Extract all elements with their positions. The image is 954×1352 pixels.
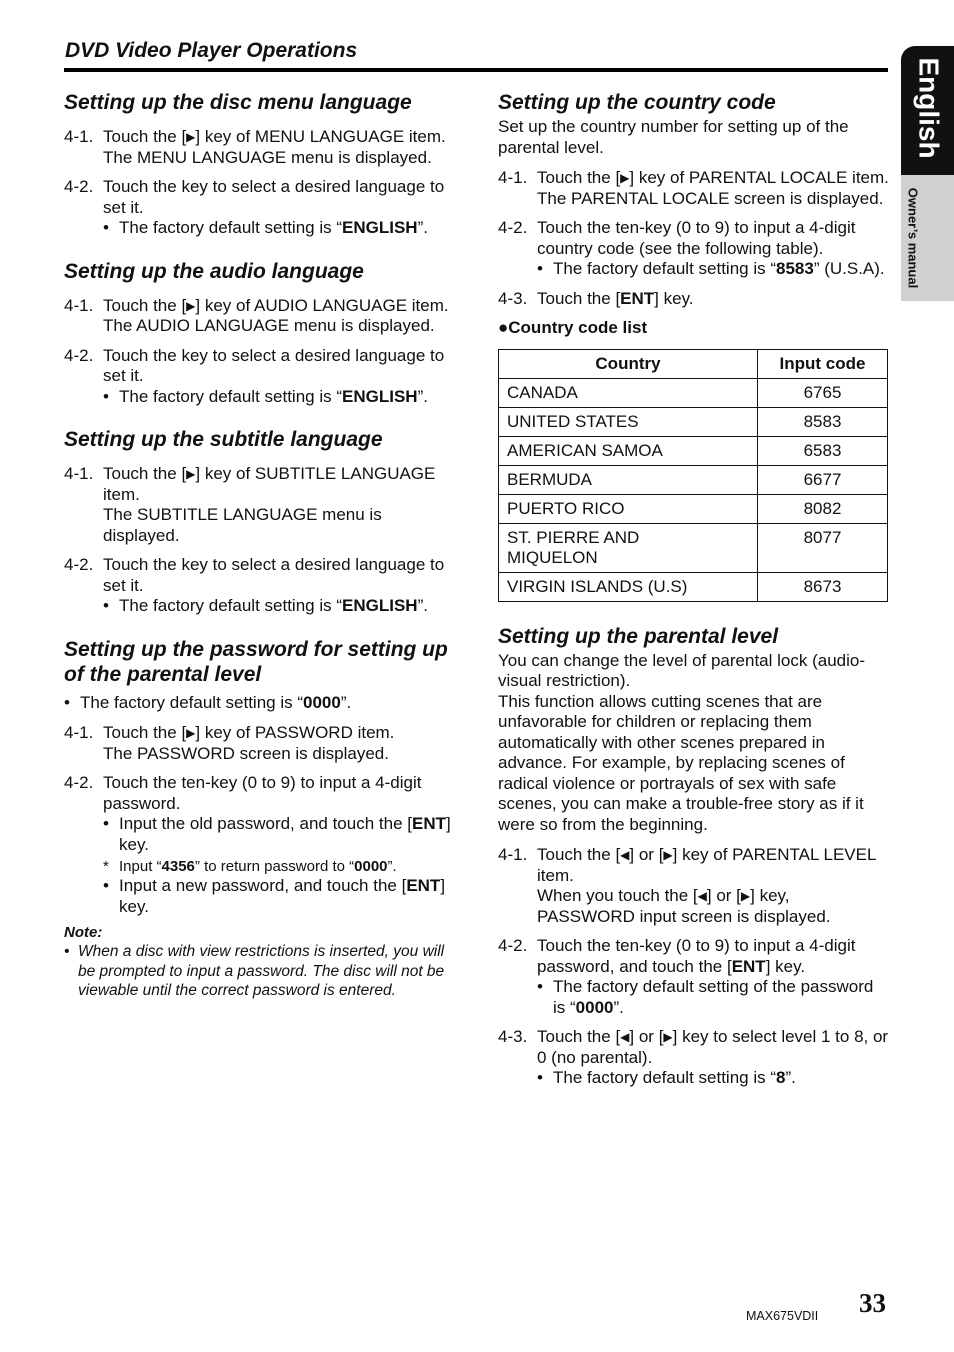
step: [498, 936, 890, 1018]
header-rule: [64, 68, 888, 72]
step-text: Touch the [: [537, 845, 621, 864]
right-column: [498, 90, 890, 1109]
bullet-text: Input the old password, and touch the [: [119, 814, 412, 833]
step: [64, 773, 456, 917]
step-text: Touch the ten-key (0 to 9) to input a 4-digit password.: [103, 773, 422, 813]
step-number: 4-3.: [498, 288, 528, 308]
key-name: ENT: [406, 876, 441, 895]
step-number: 4-1.: [64, 723, 94, 742]
country-cell: CANADA: [499, 378, 758, 407]
step: [64, 723, 456, 764]
default-text: The factory default setting of the password is “: [553, 977, 874, 1017]
asterisk-icon: *: [103, 858, 109, 875]
step-text: Touch the key to select a desired language to set it.: [103, 555, 445, 595]
model-number: MAX675VDII: [746, 1309, 819, 1323]
step: [64, 346, 456, 408]
step-number: 4-2.: [498, 218, 528, 237]
step-text: Touch the key to select a desired language to set it.: [103, 177, 445, 217]
left-column: [64, 90, 456, 1021]
default-note: [537, 1068, 890, 1089]
table-header-row: [499, 349, 888, 378]
default-note: [103, 596, 456, 617]
country-cell: VIRGIN ISLANDS (U.S): [499, 572, 758, 601]
step-text: Touch the [: [103, 723, 187, 742]
code-cell: 8673: [758, 572, 888, 601]
step: [64, 177, 456, 239]
default-text: The factory default setting is “: [80, 692, 303, 712]
page-number: 33: [859, 1288, 886, 1318]
result-text: When you touch the [: [537, 886, 698, 905]
country-intro: Set up the country number for setting up of the parental level.: [498, 117, 849, 157]
step-text: ] key of AUDIO LANGUAGE item.: [195, 295, 449, 315]
note-value: 4356: [161, 858, 195, 875]
step: [64, 127, 456, 168]
step: [498, 1027, 890, 1089]
code-cell: 8583: [758, 407, 888, 436]
password-section: [64, 637, 456, 1001]
table-row: [499, 378, 888, 407]
default-text: ” (U.S.A).: [813, 259, 885, 278]
country-cell: ST. PIERRE AND MIQUELON: [499, 523, 758, 572]
step-text: Touch the [: [537, 288, 621, 308]
step-result: [537, 886, 890, 927]
default-value: 8583: [776, 259, 814, 278]
step-number: 4-2.: [64, 555, 94, 574]
key-name: ENT: [620, 288, 655, 308]
key-name: ENT: [411, 814, 446, 833]
default-value: 0000: [303, 692, 341, 712]
right-arrow-icon: ▶: [186, 130, 196, 144]
table-row: [499, 407, 888, 436]
key-name: ENT: [731, 956, 766, 976]
step-text: Touch the [: [103, 127, 187, 146]
country-cell: AMERICAN SAMOA: [499, 436, 758, 465]
step-number: 4-2.: [64, 773, 94, 792]
parental-description: This function allows cutting scenes that are unfavorable for children or replacing them automatically with other scenes prepared in advance. For example, by replacing scenes of radical violence or portrayals of sex with safe scenes, you can make a trouble-free story as if it were so from the beginning.: [498, 691, 864, 834]
bullet-text: ] key.: [119, 814, 451, 854]
step-text: ] key.: [765, 956, 806, 976]
right-arrow-icon: ▶: [186, 298, 196, 313]
step-number: 4-1.: [498, 845, 528, 864]
result-text: ] or [: [706, 886, 741, 905]
code-cell: 8082: [758, 494, 888, 523]
step-text: Touch the [: [537, 168, 621, 187]
right-arrow-icon: ▶: [186, 467, 196, 481]
step-number: 4-3.: [498, 1027, 528, 1046]
parental-intro: You can change the level of parental lock (audio-visual restriction).: [498, 650, 866, 690]
default-text: ”.: [785, 1068, 796, 1087]
table-row: [499, 436, 888, 465]
country-cell: BERMUDA: [499, 465, 758, 494]
section-header: DVD Video Player Operations: [65, 39, 358, 62]
audio-section: [64, 259, 456, 408]
table-row: [499, 494, 888, 523]
table-row: [499, 523, 888, 572]
step-text: ] key to select level 1 to 8, or 0 (no parental).: [537, 1027, 889, 1067]
bullet-icon: •: [103, 386, 109, 406]
default-value: 8: [776, 1068, 786, 1087]
step-number: 4-1.: [498, 168, 528, 187]
default-value: ENGLISH: [342, 596, 418, 615]
step-text: ] key.: [654, 288, 694, 308]
step-text: Touch the [: [103, 464, 187, 483]
right-arrow-icon: ▶: [740, 889, 751, 903]
step-result: The MENU LANGUAGE menu is displayed.: [103, 147, 432, 167]
table-row: [499, 465, 888, 494]
step-result: The SUBTITLE LANGUAGE menu is displayed.: [103, 505, 382, 545]
instruction-bullet: [103, 814, 456, 855]
step: [498, 845, 890, 927]
audio-title: Setting up the audio language: [64, 259, 364, 283]
default-text: ”.: [417, 386, 428, 406]
step-number: 4-2.: [64, 177, 94, 196]
default-value: ENGLISH: [342, 218, 418, 237]
step-text: ] key of MENU LANGUAGE item.: [195, 127, 446, 146]
code-cell: 6583: [758, 436, 888, 465]
code-cell: 6765: [758, 378, 888, 407]
country-cell: UNITED STATES: [499, 407, 758, 436]
note-text: ”.: [387, 858, 397, 875]
right-arrow-icon: ▶: [186, 726, 196, 740]
table-row: [499, 572, 888, 601]
step-text: ] key of PASSWORD item.: [195, 723, 395, 742]
step: [498, 289, 890, 310]
default-note: [64, 693, 456, 714]
note-body: [64, 942, 456, 1001]
country-cell: PUERTO RICO: [499, 494, 758, 523]
default-note: [537, 977, 890, 1018]
side-tab-manual: Owner’s manual: [905, 187, 921, 289]
step-text: Touch the ten-key (0 to 9) to input a 4-digit password, and touch the [: [537, 936, 856, 976]
step-text: ] key of SUBTITLE LANGUAGE item.: [103, 464, 436, 504]
default-text: The factory default setting is “: [553, 1068, 776, 1087]
left-arrow-icon: ◀: [620, 848, 630, 862]
country-list-heading: ●Country code list: [498, 318, 648, 337]
default-text: ”.: [417, 218, 428, 237]
country-section: [498, 90, 890, 602]
step: [64, 464, 456, 546]
parental-section: [498, 624, 890, 1089]
default-text: ”.: [340, 692, 352, 712]
note-label: Note:: [64, 924, 103, 941]
bullet-icon: •: [103, 876, 109, 895]
code-cell: 6677: [758, 465, 888, 494]
left-arrow-icon: ◀: [697, 889, 707, 903]
result-text: ] key, PASSWORD input screen is displayed.: [537, 886, 831, 926]
default-text: ”.: [417, 596, 428, 615]
note-text: When a disc with view restrictions is inserted, you will be prompted to input a password. The disc will not be viewable until the correct password is entered.: [78, 943, 445, 999]
disc-menu-section: [64, 90, 456, 239]
step-number: 4-2.: [64, 345, 94, 365]
step: [498, 218, 890, 280]
step-text: Touch the ten-key (0 to 9) to input a 4-digit country code (see the following table).: [537, 218, 856, 258]
step-result: The PASSWORD screen is displayed.: [103, 743, 389, 763]
bullet-text: ] key.: [119, 876, 446, 916]
instruction-bullet: [103, 876, 456, 917]
default-text: The factory default setting is “: [553, 259, 776, 278]
step-text: ] or [: [629, 845, 664, 864]
step: [498, 168, 890, 209]
default-text: The factory default setting is “: [119, 218, 342, 237]
subtitle-section: [64, 427, 456, 617]
right-arrow-icon: ▶: [620, 171, 630, 185]
bullet-icon: •: [64, 692, 70, 712]
step-number: 4-1.: [64, 295, 94, 315]
default-value: 0000: [575, 997, 614, 1017]
password-title: Setting up the password for setting up of the parental level: [64, 637, 448, 686]
note-text: ” to return password to “: [194, 858, 355, 875]
step: [64, 296, 456, 337]
bullet-icon: •: [103, 596, 109, 615]
code-cell: 8077: [758, 523, 888, 572]
step-text: ] or [: [629, 1027, 664, 1046]
step-number: 4-1.: [64, 127, 94, 146]
step-result: The PARENTAL LOCALE screen is displayed.: [537, 188, 884, 208]
step-text: Touch the key to select a desired language to set it.: [103, 345, 445, 385]
step-number: 4-2.: [498, 936, 528, 955]
default-text: The factory default setting is “: [119, 386, 342, 406]
right-arrow-icon: ▶: [663, 1030, 673, 1044]
note-value: 0000: [354, 858, 388, 875]
default-value: ENGLISH: [342, 386, 418, 406]
bullet-icon: •: [537, 259, 543, 278]
step-text: Touch the [: [103, 295, 187, 315]
step-text: Touch the [: [537, 1027, 621, 1046]
step-number: 4-1.: [64, 464, 94, 483]
subtitle-title: Setting up the subtitle language: [64, 428, 383, 451]
side-tab-language: English: [913, 57, 945, 159]
bullet-icon: •: [537, 1068, 543, 1087]
bullet-icon: •: [103, 218, 109, 237]
bullet-icon: •: [103, 814, 109, 833]
country-title: Setting up the country code: [498, 91, 776, 114]
default-text: The factory default setting is “: [119, 596, 342, 615]
parental-title: Setting up the parental level: [498, 624, 779, 648]
country-code-table: [498, 349, 888, 602]
default-note: [103, 387, 456, 408]
right-arrow-icon: ▶: [663, 848, 673, 862]
column-header-country: Country: [499, 349, 758, 378]
note-text: Input “: [119, 858, 162, 875]
column-header-code: Input code: [758, 349, 888, 378]
default-note: [537, 259, 890, 280]
step-result: The AUDIO LANGUAGE menu is displayed.: [103, 316, 435, 335]
disc-menu-title: Setting up the disc menu language: [64, 91, 412, 114]
bullet-text: Input a new password, and touch the [: [119, 876, 407, 895]
step: [64, 555, 456, 617]
left-arrow-icon: ◀: [620, 1030, 630, 1044]
asterisk-note: [103, 857, 456, 876]
step-text: ] key of PARENTAL LOCALE item.: [629, 168, 889, 187]
default-note: [103, 218, 456, 239]
bullet-icon: •: [537, 977, 543, 996]
step-text: ] key of PARENTAL LEVEL item.: [537, 845, 876, 885]
bullet-icon: •: [64, 943, 70, 960]
default-text: ”.: [613, 997, 624, 1017]
